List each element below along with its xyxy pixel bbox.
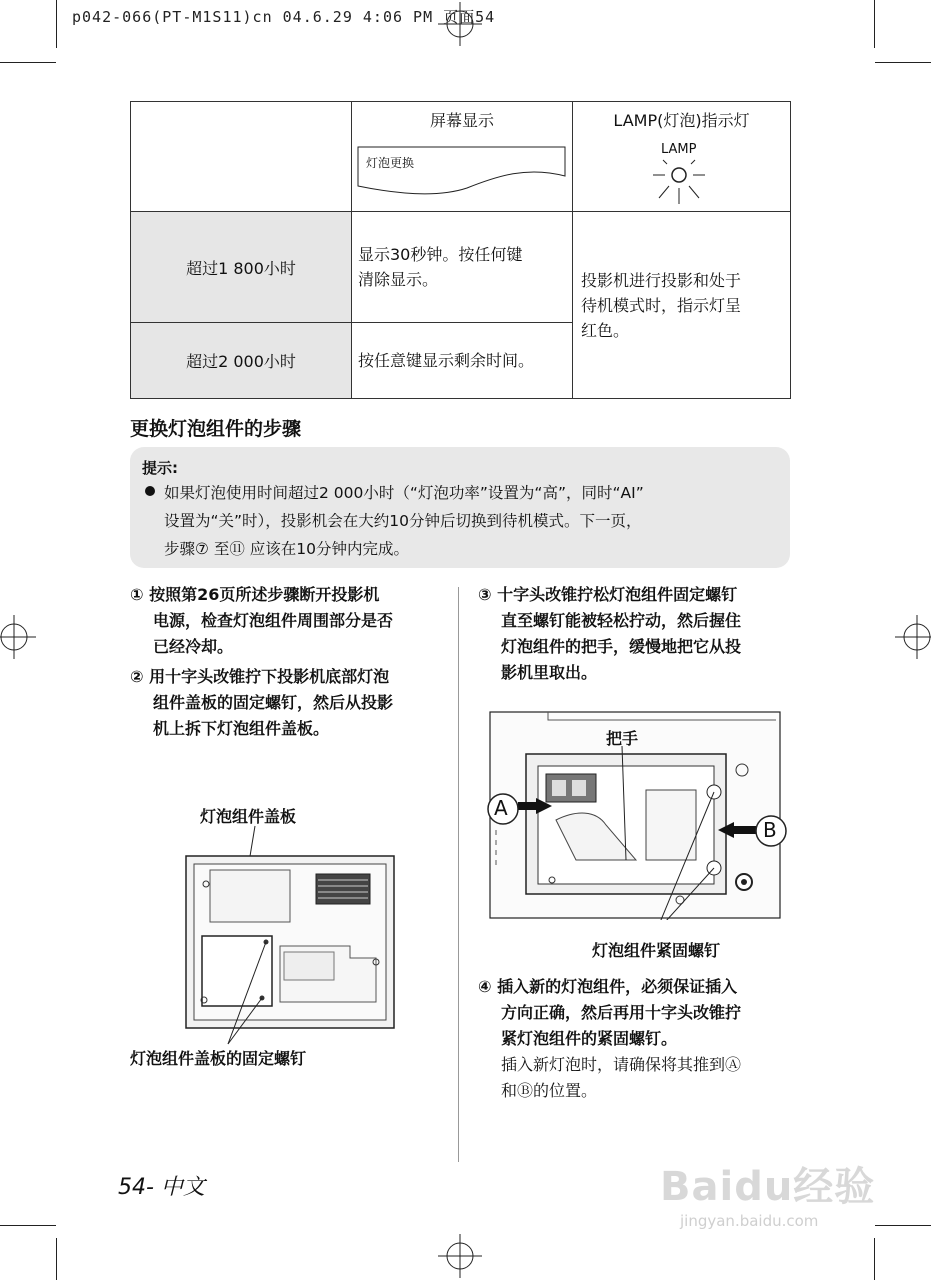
step-text: 影机里取出。 (501, 663, 598, 682)
step-2 (130, 664, 393, 742)
step-text: ④ 插入新的灯泡组件，必须保证插入 (478, 977, 738, 996)
step-text: ③ 十字头改锥拧松灯泡组件固定螺钉 (478, 585, 738, 604)
table-cell (573, 212, 791, 399)
hint-box (130, 447, 790, 568)
screen-display-header-cell (352, 102, 573, 212)
table-row-label (131, 212, 352, 323)
step-1 (130, 582, 393, 660)
step-note: 和Ⓑ的位置。 (501, 1081, 598, 1100)
hint-title: 提示: (142, 459, 178, 477)
crop-mark (0, 1225, 56, 1226)
crop-mark (0, 62, 56, 63)
crop-mark (874, 0, 875, 48)
table-row-label (131, 323, 352, 399)
step-text: 灯泡组件的把手，缓慢地把它从投 (501, 637, 742, 656)
hint-line: 如果灯泡使用时间超过2 000小时（“灯泡功率”设置为“高”，同时“AI” (164, 484, 644, 502)
marker-a-label: A (494, 796, 508, 820)
print-header: p042-066(PT-M1S11)cn 04.6.29 4:06 PM 页面54 (72, 8, 496, 26)
column-divider (458, 587, 459, 1162)
registration-mark-icon (895, 615, 931, 659)
display-text: 显示30秒钟。按任何键 (358, 245, 523, 264)
table-cell (352, 323, 573, 399)
lamp-indicator-header: LAMP(灯泡)指示灯 (613, 111, 750, 130)
step-text: 机上拆下灯泡组件盖板。 (153, 719, 330, 738)
projector-bottom-illustration (180, 822, 400, 1052)
lamp-icon-label: LAMP (661, 142, 697, 157)
indicator-text: 投影机进行投影和处于 (581, 270, 742, 290)
section-title: 更换灯泡组件的步骤 (130, 418, 302, 440)
hint-line: 设置为“关”时），投影机会在大约10分钟后切换到待机模式。下一页， (164, 512, 642, 530)
step-4 (478, 974, 741, 1104)
screen-display-header: 屏幕显示 (429, 111, 494, 130)
step-text: 组件盖板的固定螺钉，然后从投影 (153, 693, 394, 712)
crop-mark (56, 1238, 57, 1280)
hint-line: 步骤⑦ 至⑪ 应该在10分钟内完成。 (164, 540, 409, 558)
crop-mark (875, 62, 931, 63)
table-cell (352, 212, 573, 323)
registration-mark-icon (438, 1234, 482, 1278)
step-text: 方向正确，然后再用十字头改锥拧 (501, 1003, 742, 1022)
bullet-icon (144, 485, 156, 497)
indicator-text: 红色。 (581, 320, 630, 340)
row-label-2000: 超过2 000小时 (186, 352, 296, 371)
step-text: 电源，检查灯泡组件周围部分是否 (153, 611, 394, 630)
row-label-1800: 超过1 800小时 (186, 258, 296, 278)
watermark-brand: Baidu经验 (660, 1164, 876, 1210)
step-text: 紧灯泡组件的紧固螺钉。 (501, 1029, 678, 1048)
step-text: 已经冷却。 (153, 637, 234, 656)
lamp-screws-label: 灯泡组件紧固螺钉 (592, 941, 721, 960)
registration-mark-icon (438, 2, 482, 46)
registration-mark-icon (0, 615, 36, 659)
step-3 (478, 582, 741, 686)
watermark-url: jingyan.baidu.com (680, 1212, 819, 1230)
handle-label: 把手 (606, 729, 639, 748)
cover-screws-label: 灯泡组件盖板的固定螺钉 (130, 1049, 307, 1068)
lamp-blinking-icon (649, 158, 709, 208)
indicator-text: 待机模式时，指示灯呈 (581, 295, 742, 315)
crop-mark (56, 0, 57, 48)
page-number: 54- 中文 (118, 1175, 205, 1200)
crop-mark (875, 1225, 931, 1226)
cover-label: 灯泡组件盖板 (200, 807, 297, 826)
lamp-indicator-header-cell (573, 102, 791, 212)
screen-message-text: 灯泡更换 (366, 156, 415, 170)
display-text: 清除显示。 (358, 270, 439, 289)
lamp-replacement-table (130, 101, 791, 399)
step-text: 直至螺钉能被轻松拧动，然后握住 (501, 611, 742, 630)
step-note: 插入新灯泡时，请确保将其推到Ⓐ (501, 1055, 742, 1074)
step-text: ① 按照第26页所述步骤断开投影机 (130, 585, 380, 604)
crop-mark (874, 1238, 875, 1280)
marker-b-label: B (763, 818, 777, 842)
baidu-watermark (660, 1155, 875, 1230)
display-text: 按任意键显示剩余时间。 (358, 351, 535, 370)
table-corner-cell (131, 102, 352, 212)
step-text: ② 用十字头改锥拧下投影机底部灯泡 (130, 667, 390, 686)
